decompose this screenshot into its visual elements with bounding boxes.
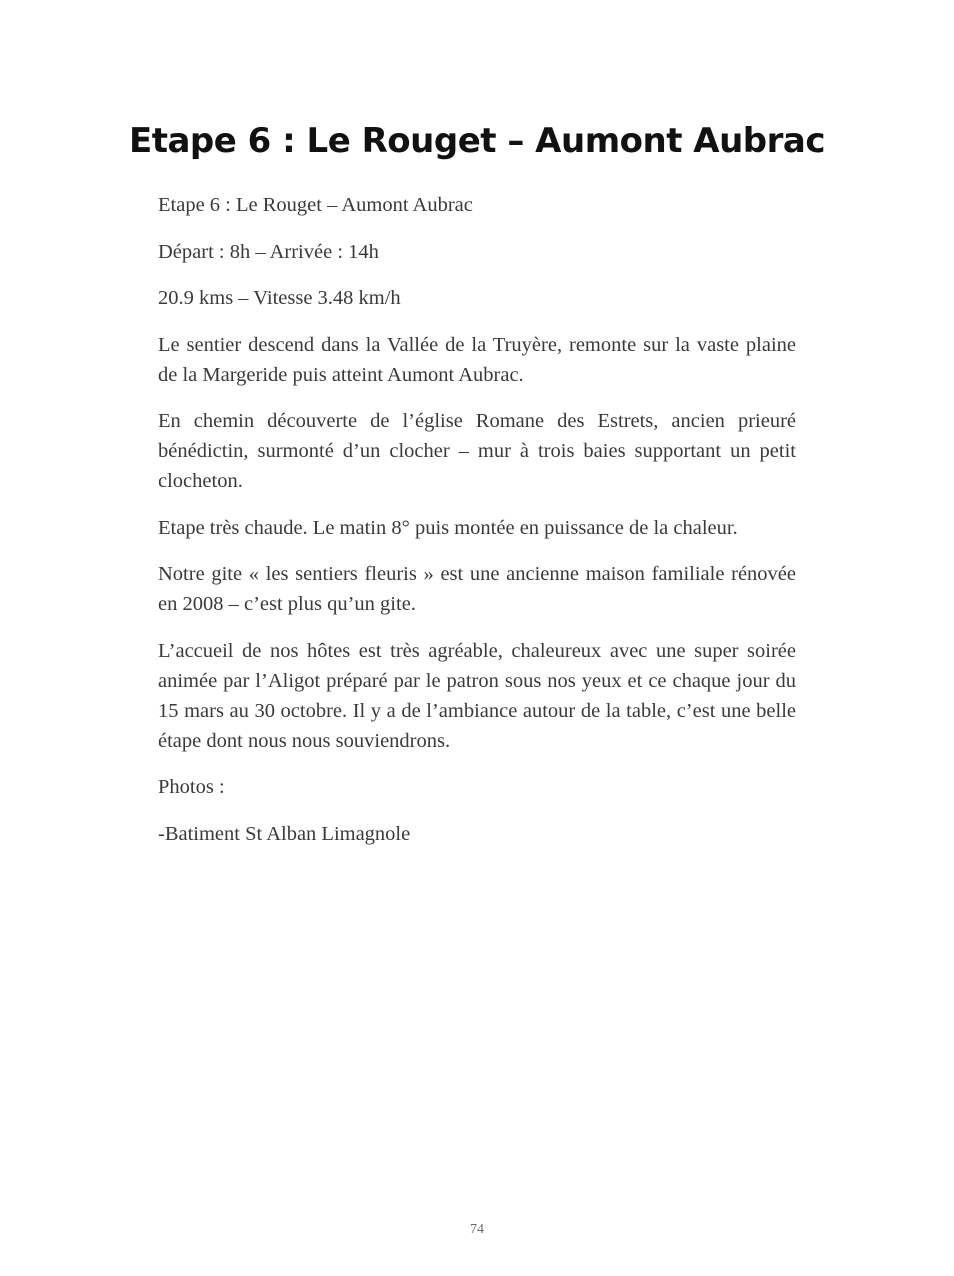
paragraph-photo-item: -Batiment St Alban Limagnole (158, 822, 411, 845)
paragraph-stage-heading: Etape 6 : Le Rouget – Aumont Aubrac (158, 194, 473, 216)
page-number: 74 (470, 1222, 484, 1237)
body-text (158, 190, 796, 865)
paragraph-photos-label: Photos : (158, 776, 225, 798)
paragraph-route: Le sentier descend dans la Vallée de la Truyère, remonte sur la vaste plaine de la Margeride puis atteint Aumont Aubrac. (158, 333, 796, 386)
paragraph-weather: Etape très chaude. Le matin 8° puis montée en puissance de la chaleur. (158, 516, 738, 539)
paragraph-welcome: L’accueil de nos hôtes est très agréable, chaleureux avec une super soirée animée par l’Aligot préparé par le patron sous nos yeux et ce chaque jour du 15 mars au 30 octobre. Il y a de l’ambiance autour de la table, c’est une belle étape dont nous nous souviendrons. (158, 639, 796, 752)
page-title: Etape 6 : Le Rouget – Aumont Aubrac (128, 121, 826, 161)
paragraph-church: En chemin découverte de l’église Romane des Estrets, ancien prieuré bénédictin, surmonté d’un clocher – mur à trois baies supportant un petit clocheton. (158, 410, 796, 492)
paragraph-gite: Notre gite « les sentiers fleuris » est une ancienne maison familiale rénovée en 2008 – c’est plus qu’un gite. (158, 563, 796, 615)
paragraph-times: Départ : 8h – Arrivée : 14h (158, 240, 379, 263)
paragraph-distance-speed: 20.9 kms – Vitesse 3.48 km/h (158, 287, 401, 309)
